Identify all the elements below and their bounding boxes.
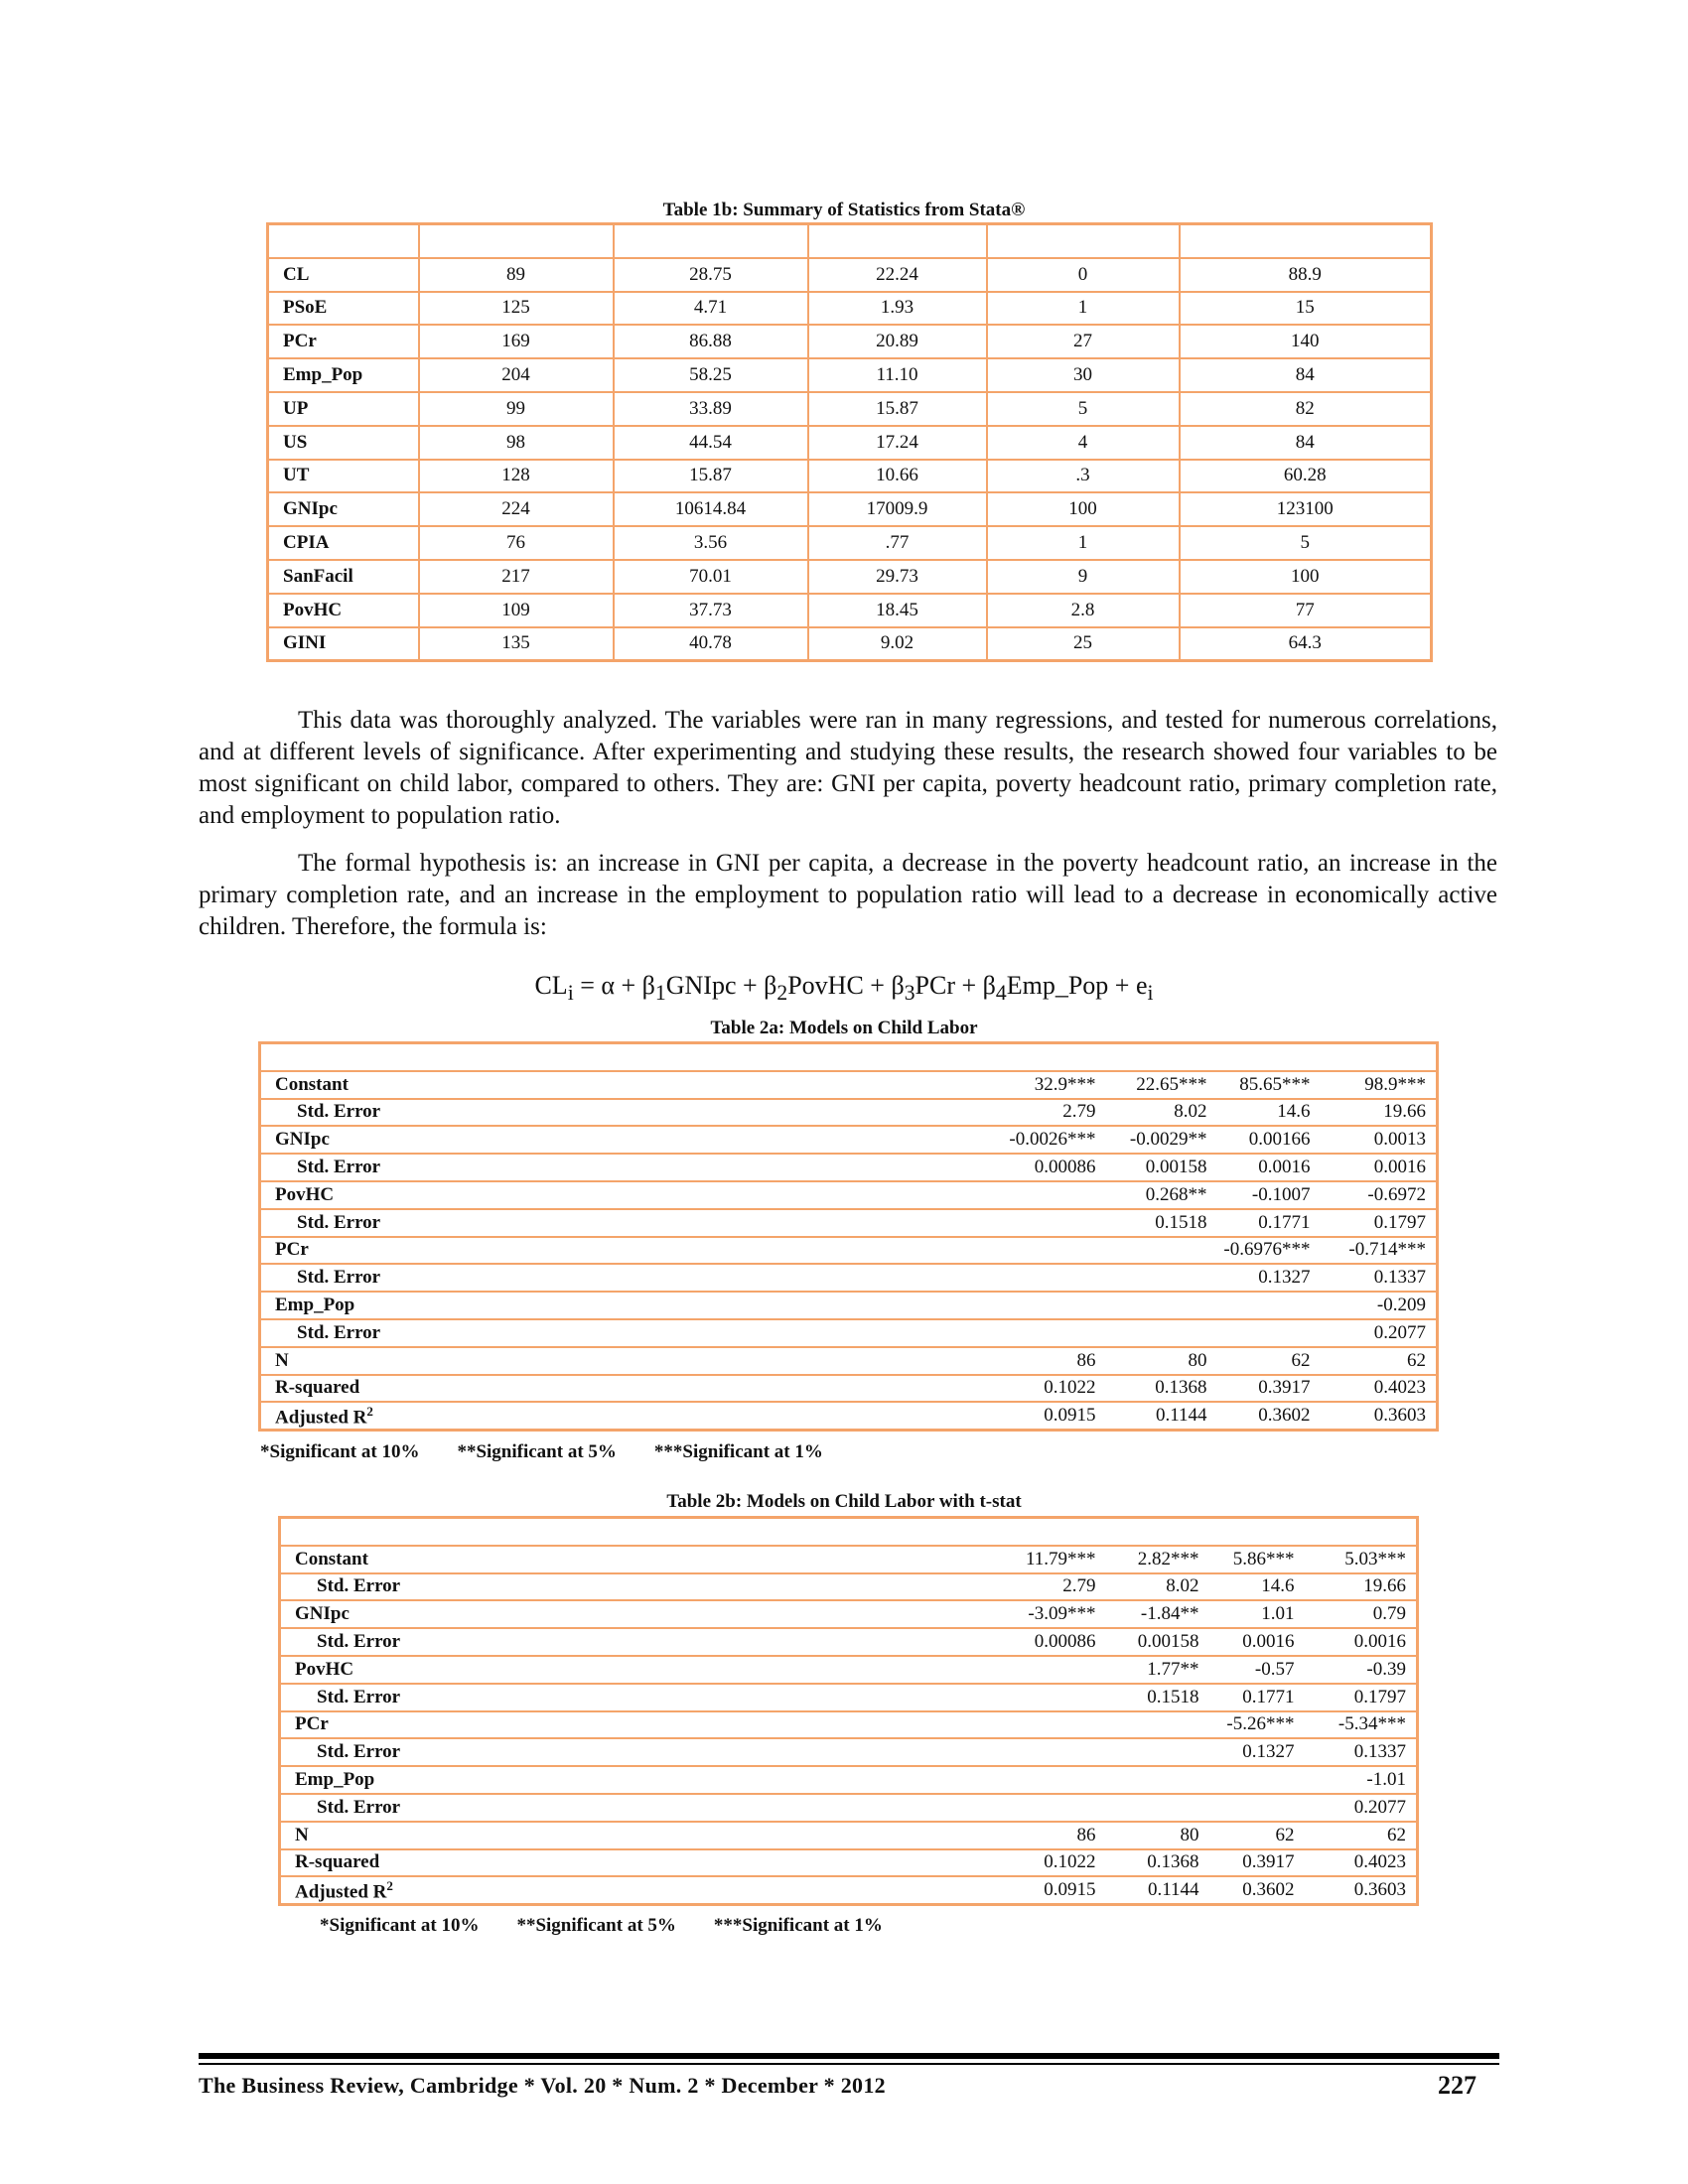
table-cell: 0.1337 [1321,1264,1438,1292]
table-row [260,1237,1438,1265]
table-cell [677,1237,1106,1265]
table-cell: 19.66 [1321,1099,1438,1127]
table-row [268,594,1432,627]
table-cell: 1.77** [1106,1656,1209,1684]
table-cell: 85.65*** [1217,1071,1321,1099]
table-row [280,1628,1418,1656]
table-cell: 4 [987,426,1180,460]
table-row [260,1126,1438,1154]
table-cell: 0 [987,258,1180,292]
table-cell: 0.00158 [1106,1628,1209,1656]
table-row [268,492,1432,526]
table-row [280,1876,1418,1904]
table-header-row [268,224,1432,258]
row-label: N [260,1347,677,1375]
row-label: Std. Error [280,1684,677,1711]
journal-citation: The Business Review, Cambridge * Vol. 20 * Num. 2 * December * 2012 [199,2073,886,2098]
table-cell: 60.28 [1180,460,1432,493]
table-cell: 62 [1305,1822,1418,1849]
table-cell: 99 [419,392,614,426]
table-cell: 0.00158 [1106,1154,1217,1181]
table-row [268,460,1432,493]
table-cell: 80 [1106,1347,1217,1375]
row-label-text: Adjusted R [295,1880,387,1902]
table-cell [677,1684,1106,1711]
table-cell [677,1292,1106,1319]
table-cell: 0.1368 [1106,1849,1209,1877]
table-cell: 30 [987,358,1180,392]
table-cell [1106,1292,1217,1319]
page-number: 227 [1438,2071,1477,2100]
table-cell: 18.45 [808,594,987,627]
table-cell: 10.66 [808,460,987,493]
table-cell: 14.6 [1209,1573,1305,1601]
table-cell: 0.0016 [1305,1628,1418,1656]
table-row [268,392,1432,426]
table-cell: 204 [419,358,614,392]
table-cell: 0.1327 [1209,1738,1305,1766]
table-cell: 100 [1180,560,1432,594]
regression-formula: $CL_i = \alpha$ + $\beta_1GNIpc$ + $\beta_2PovHC + \beta_3PCr$ + $\beta_4Emp\_Pop + e_i$ [534,971,1154,1006]
table-row [260,1375,1438,1403]
table-cell: 19.66 [1305,1573,1418,1601]
row-label: Emp_Pop [260,1292,677,1319]
row-label: PCr [280,1711,677,1739]
table-cell: 0.00166 [1217,1126,1321,1154]
table-row [260,1071,1438,1099]
table-cell: -0.6972 [1321,1181,1438,1209]
row-label [260,1402,677,1430]
table-row [280,1656,1418,1684]
table-row [280,1738,1418,1766]
table-cell: 0.1797 [1321,1209,1438,1237]
table-cell: 0.3603 [1305,1876,1418,1904]
table-cell: 33.89 [614,392,808,426]
row-label: Emp_Pop [268,358,419,392]
table-cell: 10614.84 [614,492,808,526]
table-row [268,627,1432,661]
table-row [280,1849,1418,1877]
row-label: Std. Error [280,1573,677,1601]
table-cell: 4.71 [614,292,808,326]
table-cell: 0.1327 [1217,1264,1321,1292]
paragraph-hypothesis: The formal hypothesis is: an increase in GNI per capita, a decrease in the poverty headcount ratio, an increase in the primary completion rate, and an increase in the employment to population ratio will lead to a decrease in economically active children. Therefore, the formula is: [199,850,1497,940]
table-cell: 27 [987,325,1180,358]
table-cell: .3 [987,460,1180,493]
table-cell: 0.4023 [1305,1849,1418,1877]
table-cell: 0.3602 [1209,1876,1305,1904]
table-cell: 2.79 [677,1099,1106,1127]
table-cell: 0.1144 [1106,1402,1217,1430]
table-cell: 84 [1180,426,1432,460]
table-cell: 100 [987,492,1180,526]
table-cell: 0.3917 [1209,1849,1305,1877]
table-cell: 98.9*** [1321,1071,1438,1099]
table-cell: 17009.9 [808,492,987,526]
row-label: Std. Error [260,1154,677,1181]
table-row [268,560,1432,594]
table-row [280,1573,1418,1601]
table-cell: -0.1007 [1217,1181,1321,1209]
table-cell: 86 [677,1347,1106,1375]
table-cell [677,1264,1106,1292]
table-cell: 62 [1217,1347,1321,1375]
table-cell: -0.39 [1305,1656,1418,1684]
table-cell: 28.75 [614,258,808,292]
table-cell: 20.89 [808,325,987,358]
row-label: Std. Error [280,1628,677,1656]
footer-rule [199,2063,1499,2065]
table-row [280,1546,1418,1573]
table-cell: 0.1368 [1106,1375,1217,1403]
row-label: Std. Error [280,1794,677,1822]
table-cell: 86 [677,1822,1106,1849]
table-row [268,258,1432,292]
table-cell: 0.268** [1106,1181,1217,1209]
row-label: Emp_Pop [280,1766,677,1794]
table-row [268,426,1432,460]
row-label: R-squared [260,1375,677,1403]
table-cell: 2.82*** [1106,1546,1209,1573]
table-cell: 88.9 [1180,258,1432,292]
table-row [280,1822,1418,1849]
table-cell [1106,1766,1209,1794]
table-cell: 0.0016 [1321,1154,1438,1181]
table-cell: 140 [1180,325,1432,358]
row-label: Std. Error [260,1209,677,1237]
table-cell: 135 [419,627,614,661]
table-row [260,1154,1438,1181]
table-cell: 22.65*** [1106,1071,1217,1099]
table-cell: 123100 [1180,492,1432,526]
table-cell: -5.34*** [1305,1711,1418,1739]
table-cell: 9.02 [808,627,987,661]
table-cell: 0.79 [1305,1600,1418,1628]
table-cell: 0.3917 [1217,1375,1321,1403]
table-cell: 0.1022 [677,1849,1106,1877]
table-row [268,325,1432,358]
table-cell: 58.25 [614,358,808,392]
table-cell: -1.84** [1106,1600,1209,1628]
row-label: R-squared [280,1849,677,1877]
table-cell: 5.86*** [1209,1546,1305,1573]
row-label: PovHC [260,1181,677,1209]
table-cell: 8.02 [1106,1099,1217,1127]
table-cell: 64.3 [1180,627,1432,661]
table-cell: 1 [987,526,1180,560]
table-cell: 0.0915 [677,1402,1106,1430]
table-cell: -0.57 [1209,1656,1305,1684]
table-cell: 22.24 [808,258,987,292]
table-cell: 70.01 [614,560,808,594]
table-cell: 1.93 [808,292,987,326]
table-cell: -3.09*** [677,1600,1106,1628]
row-label: UT [268,460,419,493]
table-cell: 0.1771 [1217,1209,1321,1237]
models-tstat-table [278,1516,1419,1906]
table-cell: 11.10 [808,358,987,392]
models-table [258,1041,1439,1432]
row-label: PovHC [268,594,419,627]
row-label-text: Adjusted R [275,1406,367,1428]
row-label: UP [268,392,419,426]
table-cell: 0.0016 [1217,1154,1321,1181]
row-label: Constant [280,1546,677,1573]
table-cell [1106,1794,1209,1822]
table-cell: -0.0029** [1106,1126,1217,1154]
table-cell: 0.0016 [1209,1628,1305,1656]
table-cell: 0.3602 [1217,1402,1321,1430]
table-cell: 2.8 [987,594,1180,627]
table-cell [1106,1319,1217,1347]
table-cell: 9 [987,560,1180,594]
row-label: GNIpc [260,1126,677,1154]
table-row [260,1319,1438,1347]
table-cell: 25 [987,627,1180,661]
superscript: 2 [366,1403,373,1419]
table-cell: 109 [419,594,614,627]
table-cell: 1.01 [1209,1600,1305,1628]
table-cell: -1.01 [1305,1766,1418,1794]
row-label: PovHC [280,1656,677,1684]
row-label: GNIpc [268,492,419,526]
table-cell: 2.79 [677,1573,1106,1601]
table-cell: 32.9*** [677,1071,1106,1099]
table-cell: 89 [419,258,614,292]
table-cell: 8.02 [1106,1573,1209,1601]
row-label: Constant [260,1071,677,1099]
row-label [280,1876,677,1904]
table-cell [677,1794,1106,1822]
table-cell [677,1711,1106,1739]
table-cell: 5 [987,392,1180,426]
table-row [280,1684,1418,1711]
table-row [260,1347,1438,1375]
table-cell: 98 [419,426,614,460]
table-cell: 0.4023 [1321,1375,1438,1403]
table-cell: 0.2077 [1321,1319,1438,1347]
table-row [260,1292,1438,1319]
significance-notes: *Significant at 10% **Significant at 5% ***Significant at 1% [260,1441,823,1462]
table-cell: 5 [1180,526,1432,560]
table-cell: 0.1144 [1106,1876,1209,1904]
table-row [280,1794,1418,1822]
table-cell: -0.209 [1321,1292,1438,1319]
table-cell: 40.78 [614,627,808,661]
table-cell: 62 [1321,1347,1438,1375]
table-cell: 86.88 [614,325,808,358]
table-cell: 0.1518 [1106,1209,1217,1237]
table-cell: 125 [419,292,614,326]
row-label: N [280,1822,677,1849]
row-label: GNIpc [280,1600,677,1628]
table-cell [1217,1292,1321,1319]
table-cell [677,1181,1106,1209]
table-cell: 0.0915 [677,1876,1106,1904]
table-cell: -0.0026*** [677,1126,1106,1154]
table-cell: 15.87 [808,392,987,426]
table-cell: 0.1022 [677,1375,1106,1403]
table-cell [677,1738,1106,1766]
row-label: CPIA [268,526,419,560]
row-label: SanFacil [268,560,419,594]
table-2a-caption: Table 2a: Models on Child Labor [710,1018,978,1038]
table-cell: 11.79*** [677,1546,1106,1573]
row-label: US [268,426,419,460]
table-cell: 217 [419,560,614,594]
table-cell: 0.1518 [1106,1684,1209,1711]
table-cell [677,1766,1106,1794]
table-cell: 0.1797 [1305,1684,1418,1711]
table-1b-caption: Table 1b: Summary of Statistics from Stata® [662,200,1026,220]
table-cell: -0.714*** [1321,1237,1438,1265]
row-label: Std. Error [260,1319,677,1347]
significance-notes: *Significant at 10% **Significant at 5% ***Significant at 1% [320,1915,883,1936]
table-header-row [280,1518,1418,1546]
table-cell: 0.00086 [677,1154,1106,1181]
table-cell: 0.00086 [677,1628,1106,1656]
table-row [268,526,1432,560]
table-row [280,1711,1418,1739]
table-cell: 77 [1180,594,1432,627]
table-cell: 84 [1180,358,1432,392]
table-row [260,1181,1438,1209]
table-header-row [260,1043,1438,1071]
table-cell: 80 [1106,1822,1209,1849]
table-cell: .77 [808,526,987,560]
row-label: PCr [260,1237,677,1265]
table-row [268,292,1432,326]
table-cell: 5.03*** [1305,1546,1418,1573]
row-label: Std. Error [280,1738,677,1766]
table-cell [1209,1794,1305,1822]
table-row [260,1264,1438,1292]
table-cell: -5.26*** [1209,1711,1305,1739]
table-cell: 0.0013 [1321,1126,1438,1154]
row-label: CL [268,258,419,292]
table-cell: 76 [419,526,614,560]
table-cell [1106,1711,1209,1739]
table-2b-caption: Table 2b: Models on Child Labor with t-stat [666,1491,1022,1512]
table-cell: 0.3603 [1321,1402,1438,1430]
table-cell [677,1209,1106,1237]
table-cell: 17.24 [808,426,987,460]
table-cell [1106,1738,1209,1766]
table-cell: 224 [419,492,614,526]
table-cell [677,1656,1106,1684]
table-cell [1106,1237,1217,1265]
table-cell: 3.56 [614,526,808,560]
table-row [260,1402,1438,1430]
table-cell: 62 [1209,1822,1305,1849]
table-cell: 1 [987,292,1180,326]
table-cell: 0.1337 [1305,1738,1418,1766]
table-row [260,1209,1438,1237]
row-label: PCr [268,325,419,358]
footer-rule [199,2053,1499,2059]
table-row [280,1766,1418,1794]
superscript: 2 [386,1877,393,1893]
summary-statistics-table [266,222,1433,662]
table-cell: 0.1771 [1209,1684,1305,1711]
table-cell: 37.73 [614,594,808,627]
table-cell [1217,1319,1321,1347]
row-label: Std. Error [260,1099,677,1127]
table-cell: 44.54 [614,426,808,460]
table-row [260,1099,1438,1127]
table-cell: 14.6 [1217,1099,1321,1127]
row-label: Std. Error [260,1264,677,1292]
table-cell: 15.87 [614,460,808,493]
table-row [280,1600,1418,1628]
paragraph-analysis: This data was thoroughly analyzed. The variables were ran in many regressions, and tested for numerous correlations, and at different levels of significance. After experimenting and studying these results, the research showed four variables to be most significant on child labor, compared to others. They are: GNI per capita, poverty headcount ratio, primary completion rate, and employment to population ratio. [199,707,1497,829]
table-cell [1106,1264,1217,1292]
table-cell: -0.6976*** [1217,1237,1321,1265]
table-cell: 82 [1180,392,1432,426]
table-cell [677,1319,1106,1347]
table-cell: 0.2077 [1305,1794,1418,1822]
table-cell [1209,1766,1305,1794]
row-label: PSoE [268,292,419,326]
table-cell: 128 [419,460,614,493]
table-cell: 29.73 [808,560,987,594]
table-row [268,358,1432,392]
table-cell: 169 [419,325,614,358]
table-cell: 15 [1180,292,1432,326]
row-label: GINI [268,627,419,661]
